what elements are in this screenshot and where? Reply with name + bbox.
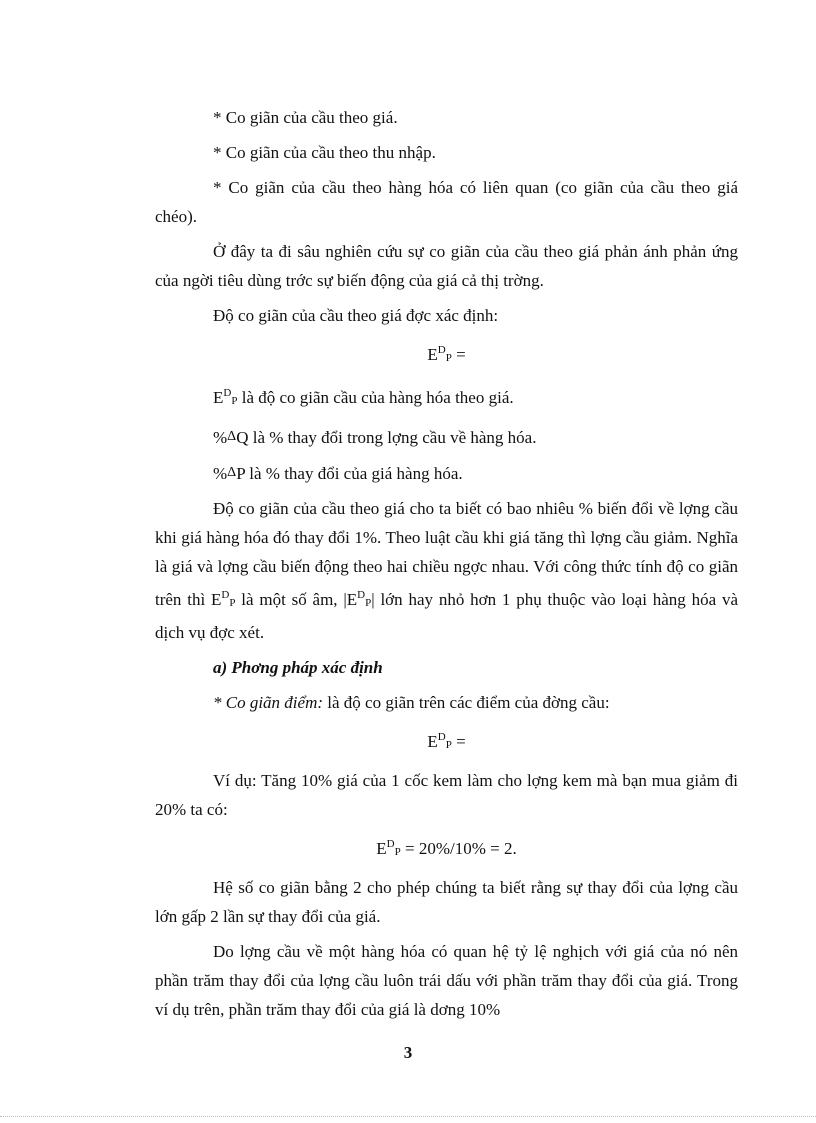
symbol-D: D (357, 589, 366, 601)
formula-equals: = (451, 345, 466, 364)
paragraph-coefficient (155, 873, 738, 931)
formula-P: P (445, 352, 452, 364)
text: Ví dụ: Tăng 10% giá của 1 cốc kem làm cho lợng kem mà bạn mua giảm đi 20% ta có: (155, 771, 738, 819)
symbol-E: E (213, 388, 224, 407)
paragraph-edp-definition (155, 379, 738, 416)
delta-icon: Δ (227, 465, 237, 480)
paragraph-cross-elasticity-item (155, 173, 738, 231)
formula-elasticity (155, 336, 738, 373)
formula-example-result (155, 830, 738, 867)
text: là độ co giãn trên các điểm của đờng cầu: (323, 693, 610, 712)
paragraph-example (155, 766, 738, 824)
text: * Co giãn của cầu theo giá. (213, 108, 398, 127)
text: là một số âm, | (235, 590, 347, 609)
symbol-P: P (365, 597, 372, 609)
text: Độ co giãn của cầu theo giá đợc xác định: (213, 306, 499, 325)
symbol-E: E (211, 590, 222, 609)
formula-E: E (427, 732, 438, 751)
heading-text: a) Phơng pháp xác định (213, 658, 383, 677)
page-body (155, 103, 738, 1030)
formula-D: D (437, 344, 446, 356)
text: P là % thay đổi của giá hàng hóa. (236, 464, 463, 483)
paragraph-delta-p (155, 458, 738, 488)
section-heading (155, 653, 738, 682)
text: % (213, 428, 228, 447)
symbol-D: D (223, 387, 232, 399)
symbol-D: D (221, 589, 230, 601)
formula-E: E (376, 839, 387, 858)
delta-icon: Δ (227, 429, 237, 444)
paragraph-income-elasticity-item (155, 138, 738, 167)
paragraph-delta-q (155, 422, 738, 452)
formula-E: E (427, 345, 438, 364)
text: * Co giãn của cầu theo thu nhập. (213, 143, 436, 162)
text: | lớn hay nhỏ hơn 1 phụ thuộc vào loại hàng hóa và dịch vụ đợc xét. (155, 590, 738, 642)
text: là độ co giãn cầu của hàng hóa theo giá. (237, 388, 514, 407)
formula-result: = 20%/10% = 2. (400, 839, 517, 858)
text: Độ co giãn của cầu theo giá cho ta biết có bao nhiêu % biến đổi về lợng cầu khi giá hàng hóa đó thay đổi 1%. Theo luật cầu khi giá tăng thì lợng cầu giảm. Nghĩa là giá và lợng cầu biến động theo hai chiều ngợc nhau. Với công thức tính độ co giãn trên thì (155, 499, 738, 609)
text: Hệ số co giãn bằng 2 cho phép chúng ta biết rằng sự thay đổi của lợng cầu lớn gấp 2 lần sự thay đổi của giá. (155, 878, 738, 926)
symbol-E: E (346, 590, 358, 609)
paragraph-inverse-relation (155, 937, 738, 1024)
page-number: 3 (403, 1043, 413, 1062)
formula-D: D (437, 731, 446, 743)
text: Do lợng cầu về một hàng hóa có quan hệ tỷ lệ nghịch với giá của nó nên phần trăm thay đổi của lợng cầu luôn trái dấu với phần trăm thay đổi của giá. Trong ví dụ trên, phần trăm thay đổi của giá là dơng 10% (155, 942, 738, 1019)
paragraph-elasticity-meaning (155, 494, 738, 647)
page-bottom-rule (0, 1116, 816, 1117)
paragraph-price-elasticity-item (155, 103, 738, 132)
point-elasticity-label: * Co giãn điểm: (213, 693, 324, 712)
symbol-P: P (229, 597, 236, 609)
text: % (213, 464, 228, 483)
symbol-P: P (231, 395, 238, 407)
paragraph-intro (155, 237, 738, 295)
text: Ở đây ta đi sâu nghiên cứu sự co giãn của cầu theo giá phản ánh phản ứng của ngời tiêu dùng trớc sự biến động của giá cả thị trờng. (155, 242, 738, 290)
formula-point-elasticity (155, 723, 738, 760)
paragraph-point-elasticity (155, 688, 738, 717)
formula-P: P (394, 846, 401, 858)
formula-D: D (386, 838, 395, 850)
paragraph-definition-lead (155, 301, 738, 330)
text: * Co giãn của cầu theo hàng hóa có liên quan (co giãn của cầu theo giá chéo). (155, 178, 738, 226)
formula-P: P (445, 739, 452, 751)
text: Q là % thay đổi trong lợng cầu về hàng hóa. (236, 428, 537, 447)
formula-equals: = (451, 732, 466, 751)
